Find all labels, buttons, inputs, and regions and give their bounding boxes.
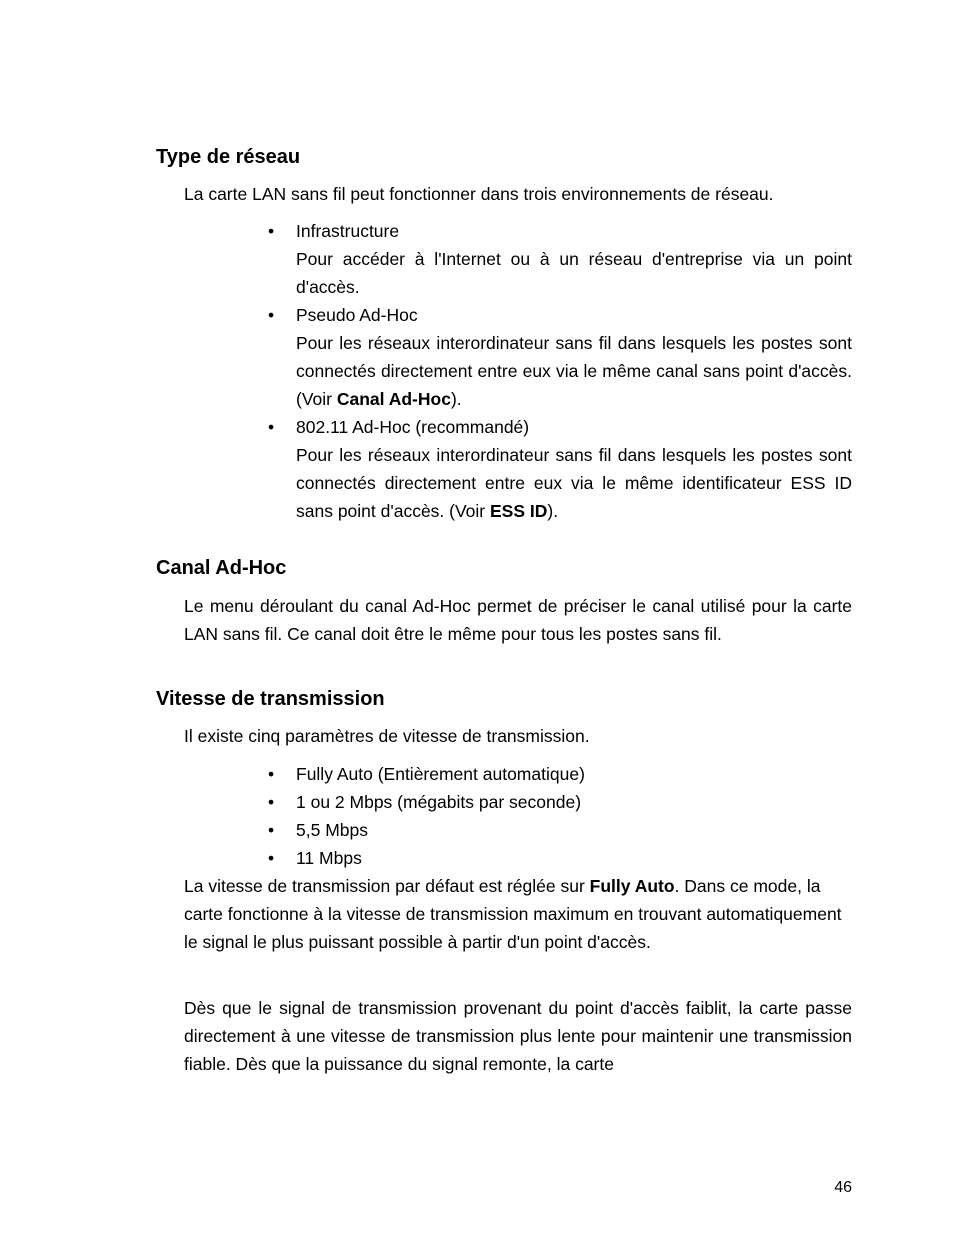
bullet: • [268,305,275,325]
cross-reference: ESS ID [490,501,548,521]
item-title: 802.11 Ad-Hoc (recommandé) [296,417,530,437]
speed-option: Fully Auto (Entièrement automatique) [296,764,585,784]
bullet: • [268,792,275,812]
heading-adhoc-channel: Canal Ad-Hoc [156,557,287,579]
list-item-80211-adhoc [268,413,852,525]
speed-option: 5,5 Mbps [296,820,368,840]
item-description: Pour les réseaux interordinateur sans fil dans lesquels les postes sont connectés directement entre eux via le même canal sans point d'accès. (Voir Canal Ad-Hoc). [296,333,852,409]
item-title: Infrastructure [296,221,400,241]
bullet: • [268,221,275,241]
speed-list [268,760,852,872]
paragraph-fallback: Dès que le signal de transmission provenant du point d'accès faiblit, la carte passe directement à une vitesse de transmission plus lente pour maintenir une transmission fiable. Dès que la puissance du signal remonte, la carte [184,998,852,1074]
list-item [268,844,852,872]
paragraph-adhoc-channel: Le menu déroulant du canal Ad-Hoc permet de préciser le canal utilisé pour la carte LAN sans fil. Ce canal doit être le même pour tous les postes sans fil. [184,596,852,644]
emphasis-fully-auto: Fully Auto [589,876,675,896]
heading-transmission-speed: Vitesse de transmission [156,688,385,710]
bullet: • [268,848,275,868]
item-title: Pseudo Ad-Hoc [296,305,418,325]
list-item-pseudo-adhoc [268,301,852,413]
bullet: • [268,820,275,840]
intro-network-type: La carte LAN sans fil peut fonctionner dans trois environnements de réseau. [184,184,774,204]
cross-reference: Canal Ad-Hoc [336,389,451,409]
item-description: Pour les réseaux interordinateur sans fil dans lesquels les postes sont connectés directement entre eux via le même identificateur ESS ID sans point d'accès. (Voir ESS ID). [296,445,852,521]
speed-option: 11 Mbps [296,848,362,868]
list-item [268,760,852,788]
list-item [268,816,852,844]
list-item-infrastructure [268,217,852,301]
bullet: • [268,417,275,437]
bullet: • [268,764,275,784]
list-item [268,788,852,816]
item-description: Pour accéder à l'Internet ou à un réseau d'entreprise via un point d'accès. [296,249,852,297]
intro-transmission-speed: Il existe cinq paramètres de vitesse de transmission. [184,726,590,746]
network-type-list [268,217,852,525]
speed-option: 1 ou 2 Mbps (mégabits par seconde) [296,792,582,812]
heading-network-type: Type de réseau [156,146,301,168]
paragraph-default-speed: La vitesse de transmission par défaut est réglée sur Fully Auto. Dans ce mode, la carte fonctionne à la vitesse de transmission maximum en trouvant automatiquement le signal le plus puissant possible à partir d'un point d'accès. [184,876,842,952]
page-number: 46 [834,1179,852,1196]
